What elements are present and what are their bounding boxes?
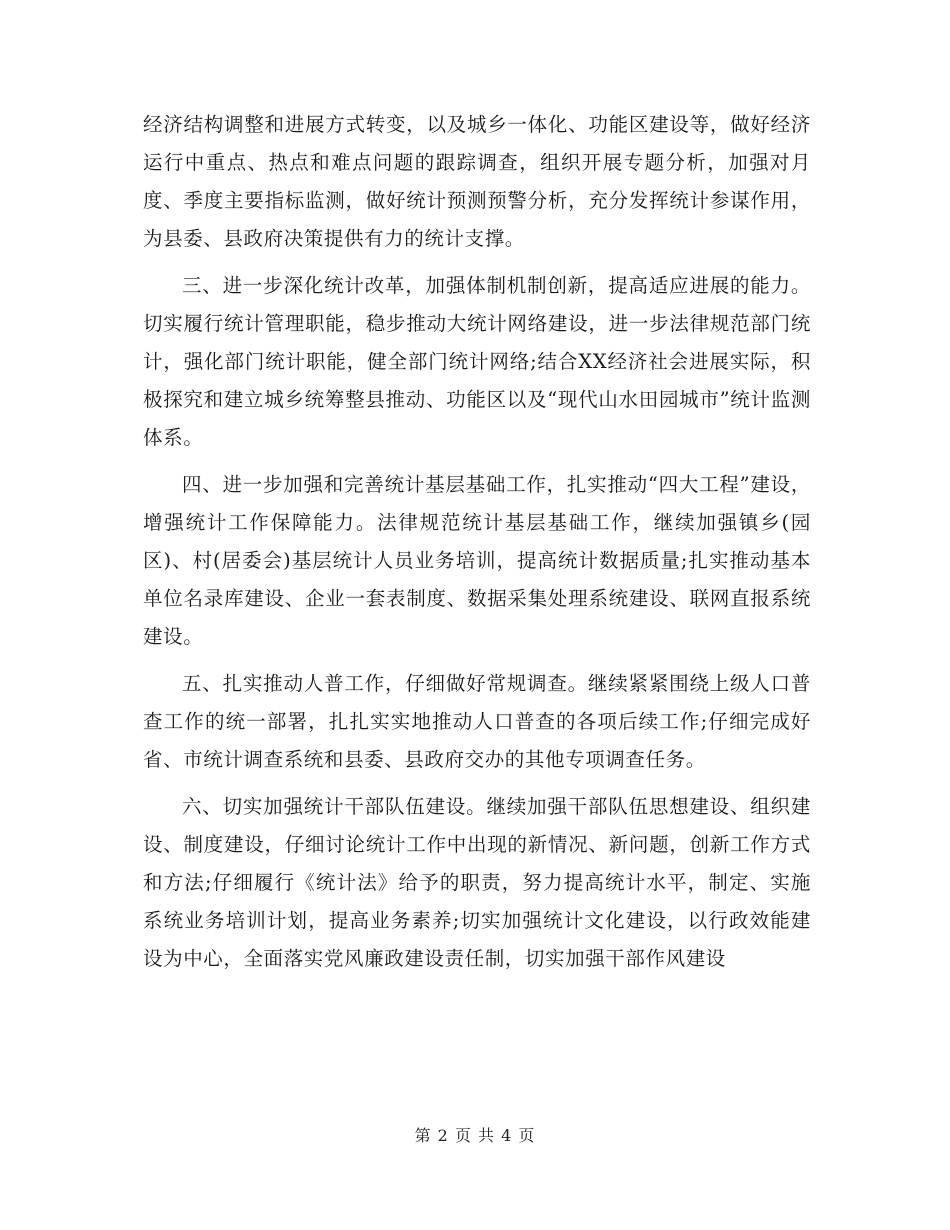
paragraph-4: 五、扎实推动人普工作，仔细做好常规调查。继续紧紧围绕上级人口普查工作的统一部署，扎扎实实地推动人口普查的各项后续工作;仔细完成好省、市统计调查系统和县委、县政府交办的其他专项调查任务。 bbox=[143, 672, 811, 771]
page-footer bbox=[0, 1123, 950, 1146]
document-body bbox=[143, 106, 811, 978]
paragraph-3: 四、进一步加强和完善统计基层基础工作，扎实推动“四大工程”建设，增强统计工作保障能力。法律规范统计基层基础工作，继续加强镇乡(园区)、村(居委会)基层统计人员业务培训，提高统计数据质量;扎实推动基本单位名录库建设、企业一套表制度、数据采集处理系统建设、联网直报系统建设。 bbox=[143, 473, 811, 648]
paragraph-2: 三、进一步深化统计改革，加强体制机制创新，提高适应进展的能力。切实履行统计管理职能，稳步推动大统计网络建设，进一步法律规范部门统计，强化部门统计职能，健全部门统计网络;结合XX经济社会进展实际，积极探究和建立城乡统筹整县推动、功能区以及“现代山水田园城市”统计监测体系。 bbox=[143, 274, 811, 449]
paragraph-1: 经济结构调整和进展方式转变，以及城乡一体化、功能区建设等，做好经济运行中重点、热点和难点问题的跟踪调查，组织开展专题分析，加强对月度、季度主要指标监测，做好统计预测预警分析，充分发挥统计参谋作用，为县委、县政府决策提供有力的统计支撑。 bbox=[143, 113, 811, 250]
page-number-label: 第 2 页 共 4 页 bbox=[414, 1126, 536, 1145]
paragraph-5: 六、切实加强统计干部队伍建设。继续加强干部队伍思想建设、组织建设、制度建设，仔细讨论统计工作中出现的新情况、新问题，创新工作方式和方法;仔细履行《统计法》给予的职责，努力提高统计水平，制定、实施系统业务培训计划，提高业务素养;切实加强统计文化建设，以行政效能建设为中心，全面落实党风廉政建设责任制，切实加强干部作风建设 bbox=[143, 795, 811, 970]
